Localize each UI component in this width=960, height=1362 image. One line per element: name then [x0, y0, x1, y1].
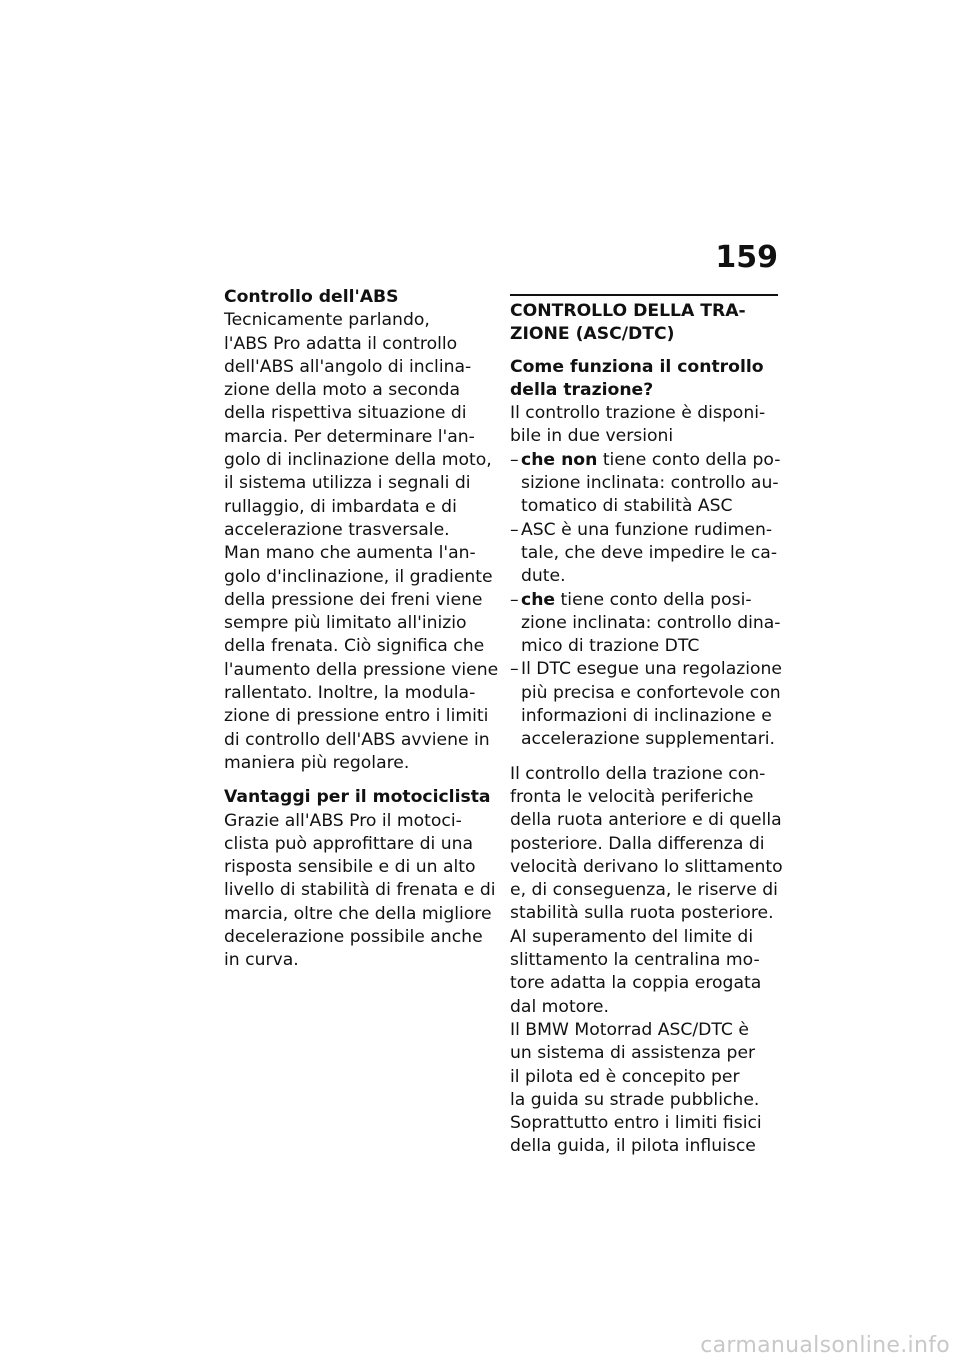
rider-benefits-line: marcia, oltre che della migliore — [224, 903, 492, 924]
abs-control-line: zione di pressione entro i limiti — [224, 706, 489, 727]
watermark-footer: carmanualsonline.info — [700, 1333, 950, 1358]
traction-details-line: fronta le velocità periferiche — [510, 786, 754, 807]
list-item-continuation: mico di trazione DTC — [521, 636, 700, 657]
rider-benefits-line: livello di stabilità di frenata e di — [224, 880, 496, 901]
abs-control-line: l'aumento della pressione viene — [224, 659, 499, 680]
list-item-continuation: dute. — [521, 566, 566, 587]
dash-bullet: – — [510, 449, 519, 470]
abs-control-line: della frenata. Ciò significa che — [224, 636, 485, 657]
abs-control-line: della rispettiva situazione di — [224, 403, 467, 424]
list-item-continuation: accelerazione supplementari. — [521, 729, 776, 750]
list-item — [510, 658, 783, 681]
traction-details-line: Soprattutto entro i limiti fisici — [510, 1113, 762, 1134]
dash-bullet: – — [510, 519, 519, 540]
list-item-text: tiene conto della po- — [597, 449, 781, 470]
traction-details-line: della guida, il pilota influisce — [510, 1136, 756, 1157]
traction-details-line: il pilota ed è concepito per — [510, 1066, 740, 1087]
traction-details-line: slittamento la centralina mo- — [510, 950, 760, 971]
traction-details-line: dal motore. — [510, 996, 609, 1017]
paragraph-traction-details — [510, 763, 783, 1159]
abs-control-line: golo d'inclinazione, il gradiente — [224, 566, 493, 587]
heading-how-traction-works-1: Come funziona il controllo — [510, 356, 764, 377]
list-item — [510, 589, 780, 612]
abs-control-line: l'ABS Pro adatta il controllo — [224, 333, 458, 354]
list-item-continuation: tomatico di stabilità ASC — [521, 496, 733, 517]
abs-control-line: il sistema utilizza i segnali di — [224, 473, 471, 494]
list-item — [510, 449, 780, 472]
abs-control-line: accelerazione trasversale. — [224, 519, 450, 540]
traction-details-line: un sistema di assistenza per — [510, 1043, 756, 1064]
traction-details-line: della ruota anteriore e di quella — [510, 810, 782, 831]
traction-details-line: velocità derivano lo slittamento — [510, 856, 783, 877]
abs-control-line: dell'ABS all'angolo di inclina- — [224, 356, 472, 377]
abs-control-line: di controllo dell'ABS avviene in — [224, 729, 490, 750]
abs-control-line: golo di inclinazione della moto, — [224, 450, 492, 471]
dash-bullet: – — [510, 659, 519, 680]
list-item-continuation: informazioni di inclinazione e — [521, 706, 772, 727]
traction-details-line: Il BMW Motorrad ASC/DTC è — [510, 1019, 749, 1040]
list-item-continuation: zione inclinata: controllo dina- — [521, 612, 781, 633]
list-item-continuation: più precisa e confortevole con — [521, 682, 781, 703]
abs-control-line: rullaggio, di imbardata e di — [224, 496, 457, 517]
left-column — [224, 286, 499, 973]
section-divider — [510, 294, 778, 296]
section-title-line-1: CONTROLLO DELLA TRA- — [510, 301, 746, 321]
abs-control-line: zione della moto a seconda — [224, 380, 461, 401]
page-number: 159 — [715, 240, 778, 275]
abs-control-line: marcia. Per determinare l'an- — [224, 426, 475, 447]
paragraph-abs-control — [224, 309, 499, 775]
list-item-bold: che — [521, 589, 556, 610]
list-item-text: tiene conto della posi- — [555, 589, 752, 610]
list-item — [510, 519, 780, 542]
traction-details-line: e, di conseguenza, le riserve di — [510, 880, 778, 901]
list-item-continuation: tale, che deve impedire le ca- — [521, 542, 778, 563]
dash-bullet: – — [510, 589, 519, 610]
abs-control-line: sempre più limitato all'inizio — [224, 613, 467, 634]
rider-benefits-line: clista può approfittare di una — [224, 833, 474, 854]
intro-line-1: Il controllo trazione è disponi- — [510, 403, 766, 424]
list-item-continuation: sizione inclinata: controllo au- — [521, 473, 779, 494]
list-item-bold: che non — [521, 449, 598, 470]
abs-control-line: rallentato. Inoltre, la modula- — [224, 683, 476, 704]
heading-abs-control: Controllo dell'ABS — [224, 287, 399, 307]
list-item-text: ASC è una funzione rudimen- — [521, 519, 773, 540]
heading-how-traction-works-2: della trazione? — [510, 379, 654, 400]
intro-line-2: bile in due versioni — [510, 426, 674, 447]
traction-details-line: Al superamento del limite di — [510, 926, 754, 947]
traction-details-line: la guida su strade pubbliche. — [510, 1089, 760, 1110]
version-list — [510, 449, 783, 752]
abs-control-line: Tecnicamente parlando, — [224, 310, 430, 331]
right-column — [510, 286, 783, 1159]
paragraph-rider-benefits — [224, 810, 496, 973]
traction-details-line: Il controllo della trazione con- — [510, 763, 766, 784]
rider-benefits-line: in curva. — [224, 950, 299, 971]
rider-benefits-line: Grazie all'ABS Pro il motoci- — [224, 810, 462, 831]
section-title-line-2: ZIONE (ASC/DTC) — [510, 324, 675, 345]
abs-control-line: maniera più regolare. — [224, 752, 410, 773]
rider-benefits-line: decelerazione possibile anche — [224, 927, 483, 948]
traction-details-line: stabilità sulla ruota posteriore. — [510, 903, 774, 924]
traction-details-line: posteriore. Dalla differenza di — [510, 833, 765, 854]
abs-control-line: Man mano che aumenta l'an- — [224, 543, 476, 564]
abs-control-line: della pressione dei freni viene — [224, 589, 483, 610]
rider-benefits-line: risposta sensibile e di un alto — [224, 857, 476, 878]
heading-rider-benefits: Vantaggi per il motociclista — [224, 787, 491, 808]
list-item-text: Il DTC esegue una regolazione — [521, 659, 783, 680]
traction-details-line: tore adatta la coppia erogata — [510, 973, 762, 994]
